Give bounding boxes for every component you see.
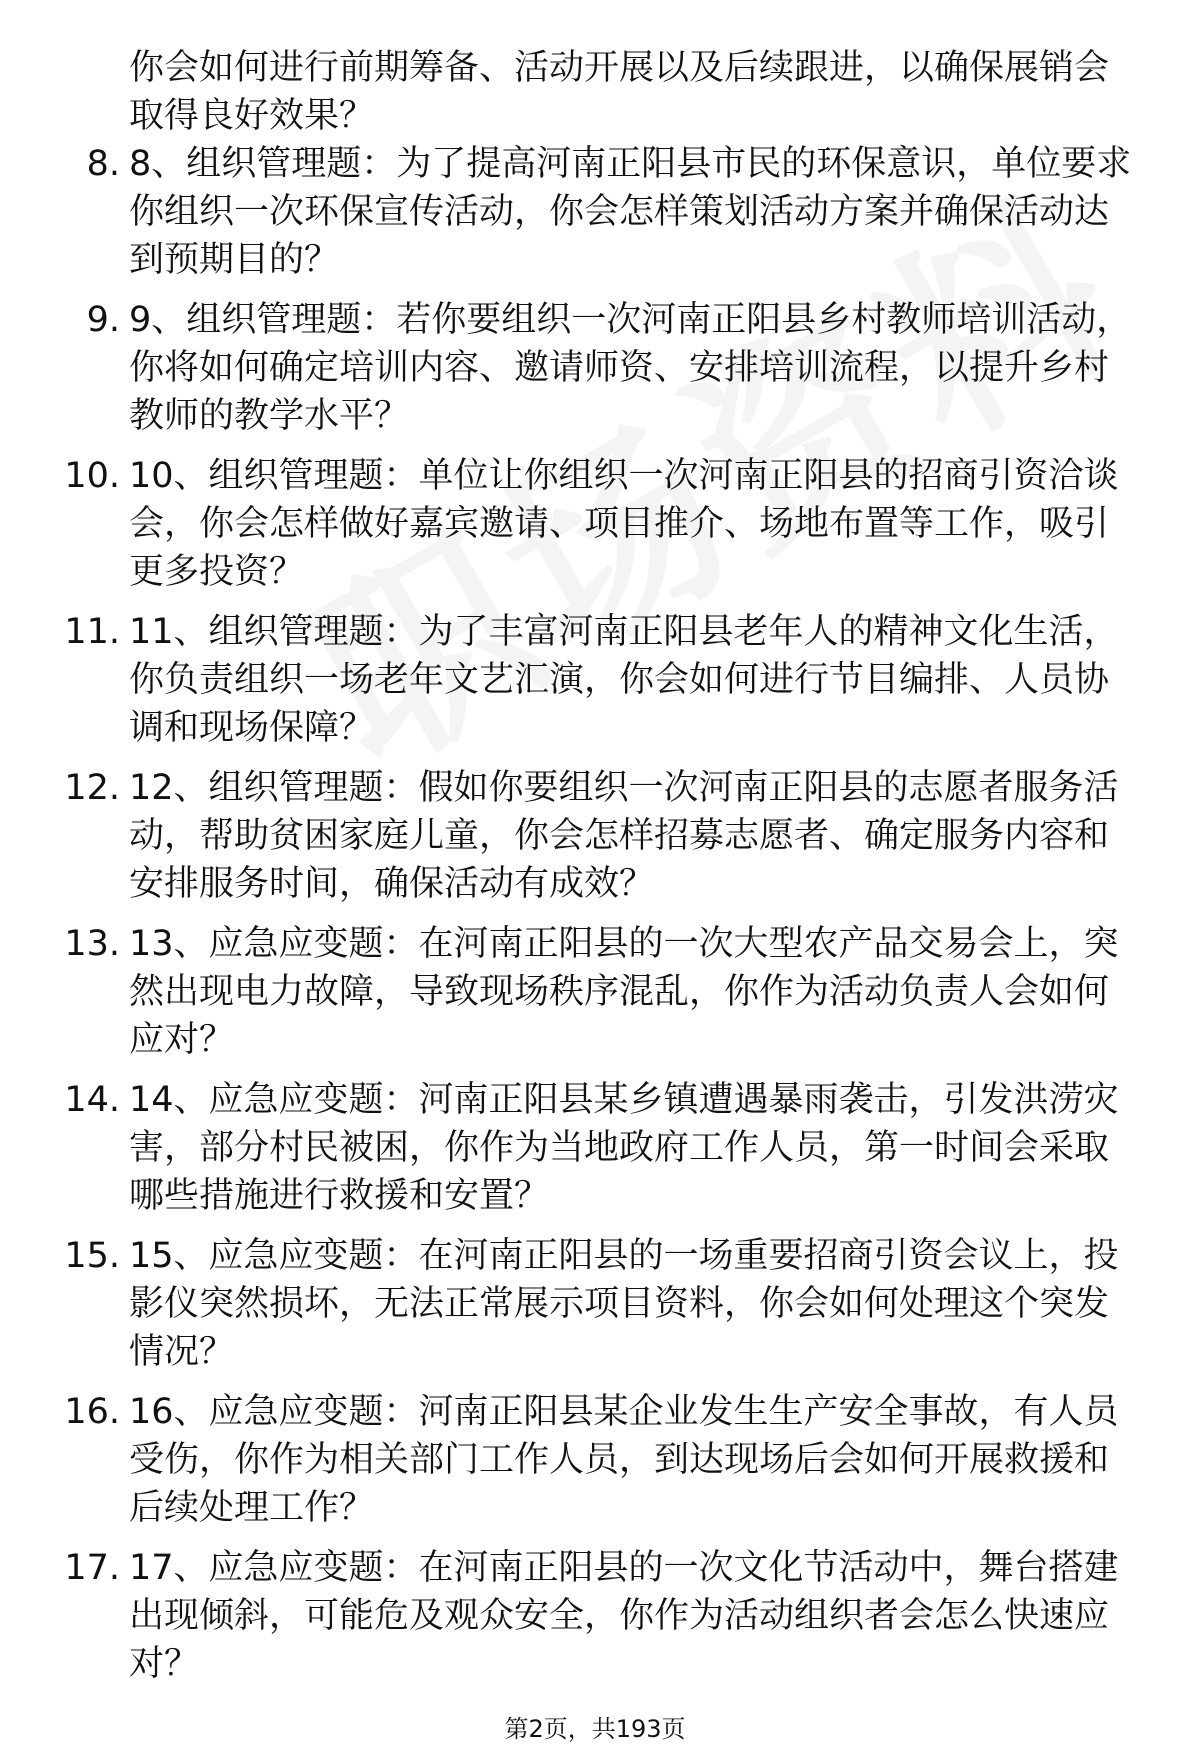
item-line: 更多投资？ bbox=[129, 552, 305, 592]
item-line: 你将如何确定培训内容、邀请师资、安排培训流程，以提升乡村 bbox=[129, 348, 1110, 388]
item-line: 害，部分村民被困，你作为当地政府工作人员，第一时间会采取 bbox=[129, 1128, 1110, 1168]
item-line: 动，帮助贫困家庭儿童，你会怎样招募志愿者、确定服务内容和 bbox=[129, 816, 1110, 856]
item-line: 调和现场保障？ bbox=[129, 708, 375, 748]
item-line: 然出现电力故障，导致现场秩序混乱，你作为活动负责人会如何 bbox=[129, 972, 1110, 1012]
item-number: 14. bbox=[64, 1080, 120, 1120]
item-number: 12. bbox=[64, 768, 120, 808]
item-line: 后续处理工作？ bbox=[129, 1488, 375, 1528]
item-line: 到预期目的？ bbox=[129, 240, 340, 280]
item-line: 13、应急应变题：在河南正阳县的一次大型农产品交易会上，突 bbox=[129, 924, 1119, 964]
item-line: 情况？ bbox=[129, 1332, 235, 1372]
item-line: 对？ bbox=[129, 1644, 200, 1684]
item-line: 你负责组织一场老年文艺汇演，你会如何进行节目编排、人员协 bbox=[129, 660, 1110, 700]
item-number: 13. bbox=[64, 924, 120, 964]
item-number: 17. bbox=[64, 1548, 120, 1588]
item-line: 影仪突然损坏，无法正常展示项目资料，你会如何处理这个突发 bbox=[129, 1284, 1110, 1324]
item-number: 15. bbox=[64, 1236, 120, 1276]
page-footer: 第2页，共193页 bbox=[504, 1715, 686, 1743]
item-line: 8、组织管理题：为了提高河南正阳县市民的环保意识，单位要求 bbox=[129, 144, 1132, 184]
item-line: 10、组织管理题：单位让你组织一次河南正阳县的招商引资洽谈 bbox=[129, 456, 1119, 496]
intro-line: 取得良好效果？ bbox=[129, 96, 375, 136]
item-line: 你组织一次环保宣传活动，你会怎样策划活动方案并确保活动达 bbox=[129, 192, 1110, 232]
item-line: 安排服务时间，确保活动有成效？ bbox=[129, 864, 655, 904]
item-number: 11. bbox=[64, 612, 120, 652]
item-number: 16. bbox=[64, 1392, 120, 1432]
item-line: 应对？ bbox=[129, 1020, 235, 1060]
item-line: 出现倾斜，可能危及观众安全，你作为活动组织者会怎么快速应 bbox=[129, 1596, 1110, 1636]
item-line: 哪些措施进行救援和安置？ bbox=[129, 1176, 550, 1216]
item-line: 17、应急应变题：在河南正阳县的一次文化节活动中，舞台搭建 bbox=[129, 1548, 1119, 1588]
item-number: 8. bbox=[86, 144, 120, 184]
item-line: 会，你会怎样做好嘉宾邀请、项目推介、场地布置等工作，吸引 bbox=[129, 504, 1110, 544]
item-number: 9. bbox=[86, 300, 120, 340]
item-line: 11、组织管理题：为了丰富河南正阳县老年人的精神文化生活， bbox=[129, 612, 1119, 652]
item-line: 15、应急应变题：在河南正阳县的一场重要招商引资会议上，投 bbox=[129, 1236, 1119, 1276]
item-line: 12、组织管理题：假如你要组织一次河南正阳县的志愿者服务活 bbox=[129, 768, 1119, 808]
item-line: 16、应急应变题：河南正阳县某企业发生生产安全事故，有人员 bbox=[129, 1392, 1119, 1432]
item-number: 10. bbox=[64, 456, 120, 496]
item-line: 14、应急应变题：河南正阳县某乡镇遭遇暴雨袭击，引发洪涝灾 bbox=[129, 1080, 1119, 1120]
item-line: 受伤，你作为相关部门工作人员，到达现场后会如何开展救援和 bbox=[129, 1440, 1110, 1480]
item-line: 9、组织管理题：若你要组织一次河南正阳县乡村教师培训活动， bbox=[129, 300, 1132, 340]
item-line: 教师的教学水平？ bbox=[129, 396, 410, 436]
intro-line: 你会如何进行前期筹备、活动开展以及后续跟进，以确保展销会 bbox=[129, 48, 1110, 88]
